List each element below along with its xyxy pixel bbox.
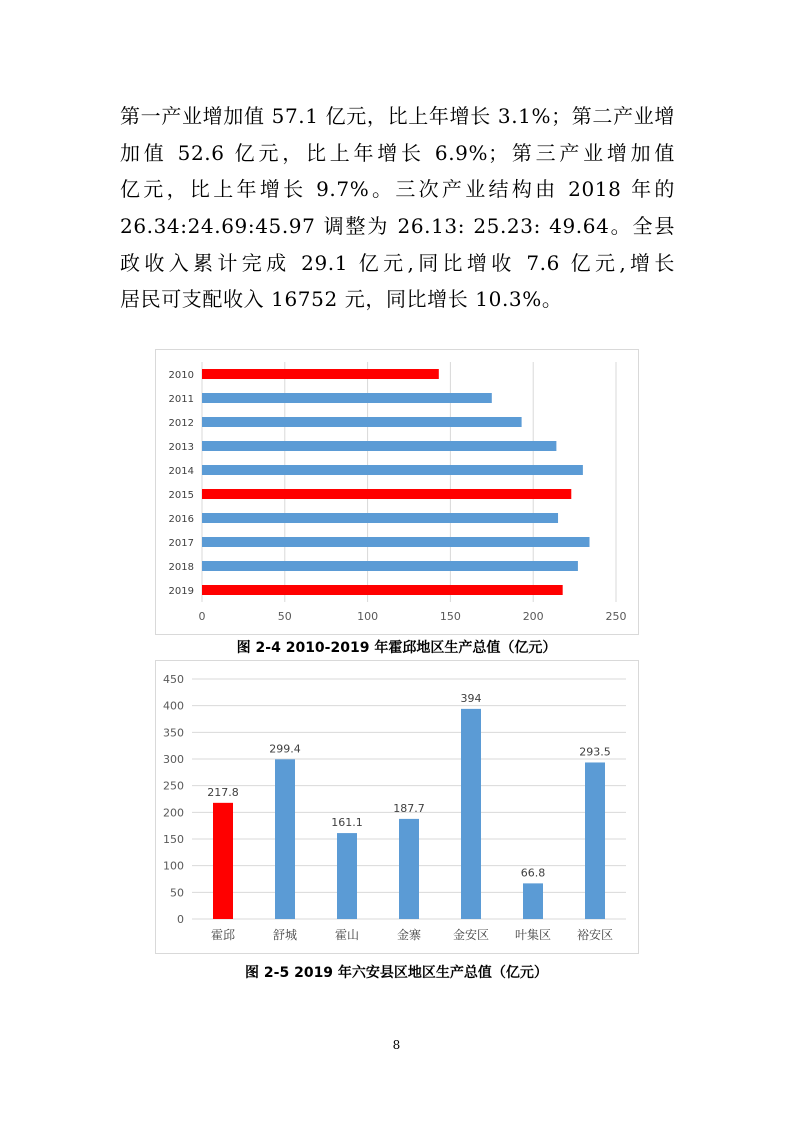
y-tick-label: 250 <box>163 779 184 793</box>
data-label: 217.8 <box>207 785 239 799</box>
x-tick-label: 金安区 <box>452 928 490 942</box>
bar <box>202 465 583 475</box>
x-tick-label: 150 <box>439 610 461 623</box>
paragraph-line: 政收入累计完成 29.1 亿元,同比增收 7.6 亿元,增长 <box>120 250 675 275</box>
bar <box>202 393 492 403</box>
y-tick-label: 2010 <box>168 370 194 381</box>
paragraph-line: 居民可支配收入 16752 元，同比增长 10.3%。 <box>120 287 563 312</box>
chart-caption-2: 图 2-5 2019 年六安县区地区生产总值（亿元） <box>245 965 548 981</box>
x-tick-label: 裕安区 <box>576 928 614 942</box>
bar <box>202 441 556 451</box>
gdp-trend-chart-svg <box>156 350 638 634</box>
bar <box>399 819 419 919</box>
bar <box>202 537 590 547</box>
data-label: 394 <box>460 691 482 705</box>
county-gdp-chart <box>155 660 639 954</box>
x-tick-label: 100 <box>357 610 379 623</box>
body-paragraph <box>120 98 675 318</box>
y-tick-label: 2017 <box>168 538 194 549</box>
y-tick-label: 2011 <box>168 394 194 405</box>
y-tick-label: 2015 <box>168 490 194 501</box>
paragraph-line: 第一产业增加值 57.1 亿元，比上年增长 3.1%；第二产业增 <box>120 104 675 128</box>
y-tick-label: 50 <box>170 886 184 900</box>
bar <box>202 513 558 523</box>
x-tick-label: 霍邱 <box>210 928 236 942</box>
x-tick-label: 舒城 <box>272 928 298 942</box>
data-label: 161.1 <box>331 816 363 830</box>
y-tick-label: 350 <box>163 726 184 740</box>
paragraph-line: 26.34:24.69:45.97 调整为 26.13: 25.23: 49.64。全县 <box>120 214 675 239</box>
y-tick-label: 2014 <box>168 466 194 477</box>
paragraph-line: 亿元，比上年增长 9.7%。三次产业结构由 2018 年的 <box>120 177 675 202</box>
y-tick-label: 2019 <box>168 586 194 597</box>
x-tick-label: 200 <box>522 610 544 623</box>
x-tick-label: 250 <box>605 610 627 623</box>
bar <box>202 417 522 427</box>
y-tick-label: 2012 <box>168 418 194 429</box>
page-number: 8 <box>392 1038 401 1052</box>
bar <box>523 883 543 919</box>
bar <box>585 762 605 919</box>
x-tick-label: 50 <box>277 610 292 623</box>
y-tick-label: 2018 <box>168 562 194 573</box>
x-tick-label: 0 <box>198 610 206 623</box>
y-tick-label: 300 <box>163 753 184 766</box>
bar <box>202 369 439 379</box>
bar <box>202 489 571 499</box>
bar <box>461 709 481 919</box>
y-tick-label: 200 <box>163 806 184 820</box>
y-tick-label: 450 <box>163 673 184 686</box>
data-label: 66.8 <box>520 866 546 880</box>
data-label: 299.4 <box>269 742 301 756</box>
bar <box>337 833 357 919</box>
x-tick-label: 金寨 <box>396 928 422 942</box>
y-tick-label: 400 <box>163 699 184 713</box>
bar <box>275 759 295 919</box>
x-tick-label: 霍山 <box>334 928 360 942</box>
county-gdp-chart-svg <box>156 661 638 953</box>
bar <box>202 585 563 595</box>
y-tick-label: 0 <box>177 913 184 926</box>
data-label: 187.7 <box>393 801 425 815</box>
bar <box>213 803 233 919</box>
x-tick-label: 叶集区 <box>514 928 552 942</box>
y-tick-label: 2016 <box>168 514 194 525</box>
gdp-trend-chart <box>155 349 639 635</box>
y-tick-label: 150 <box>163 833 184 846</box>
bar <box>202 561 578 571</box>
paragraph-line: 加值 52.6 亿元，比上年增长 6.9%；第三产业增加值 <box>120 140 675 165</box>
data-label: 293.5 <box>579 745 611 759</box>
y-tick-label: 2013 <box>168 442 194 453</box>
chart-caption-1: 图 2-4 2010-2019 年霍邱地区生产总值（亿元） <box>236 640 557 656</box>
y-tick-label: 100 <box>163 859 184 873</box>
